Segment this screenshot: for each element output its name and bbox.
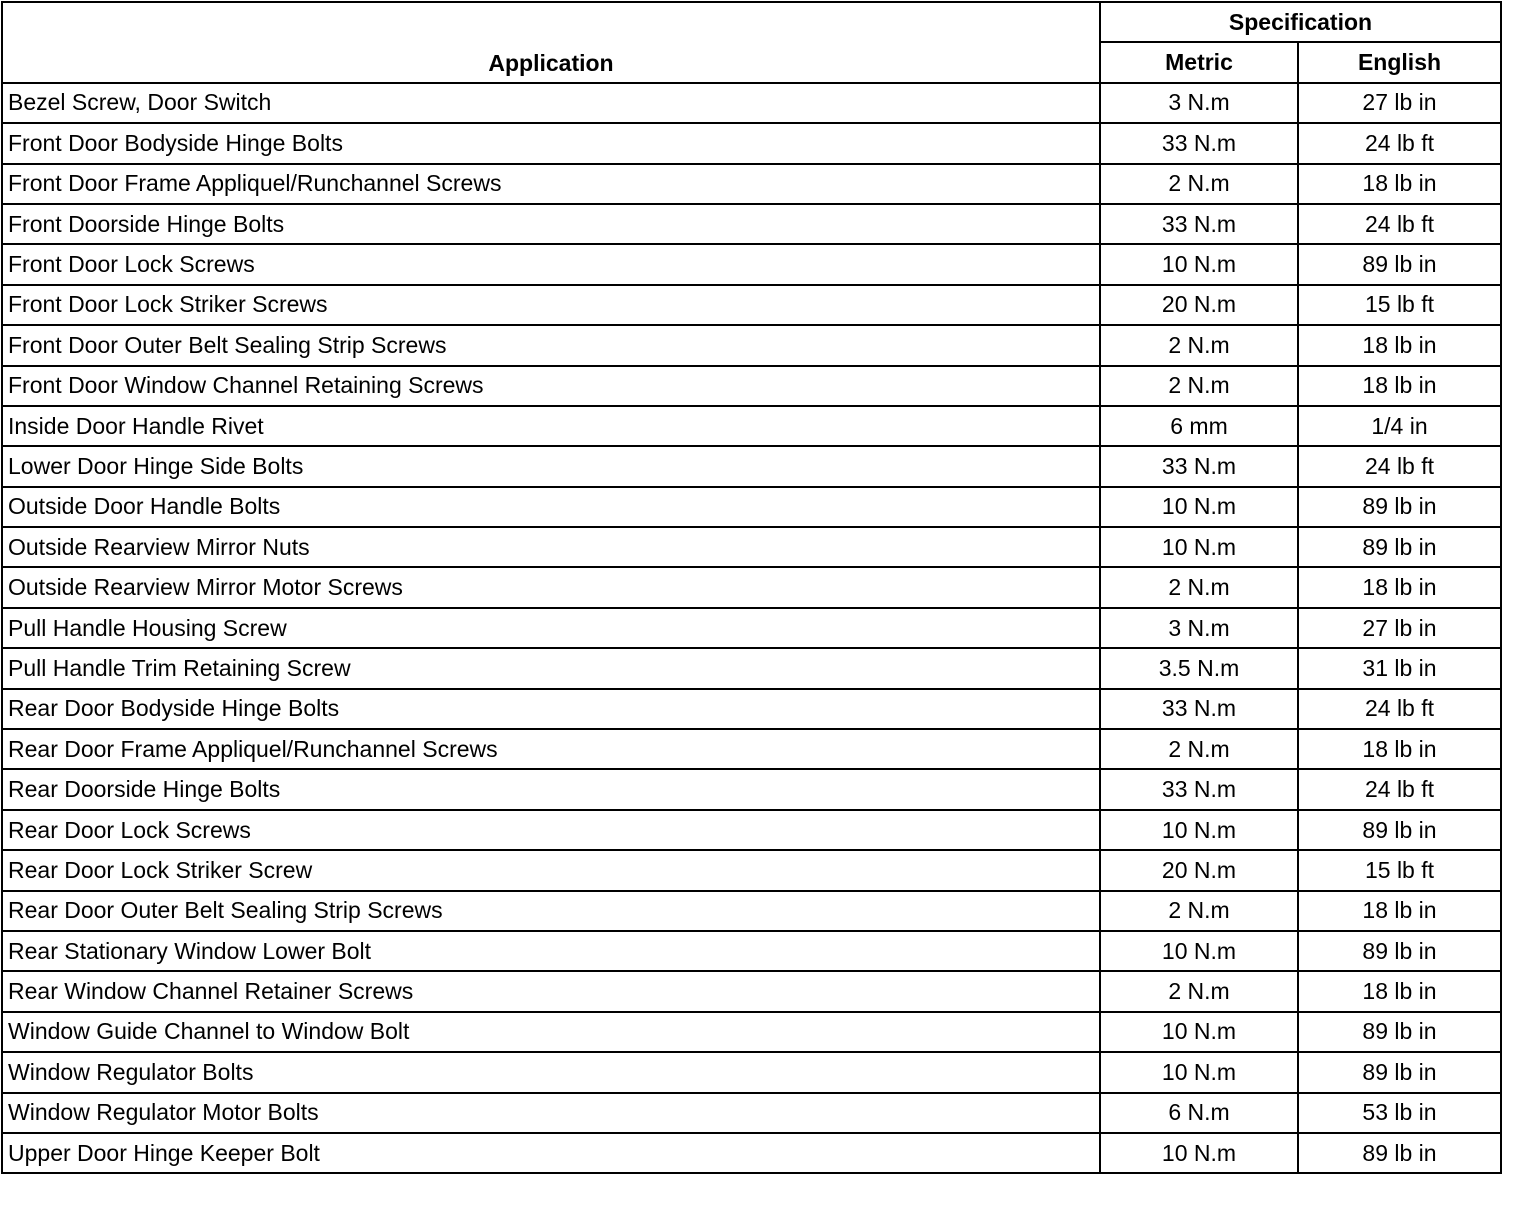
table-row: [2, 83, 1501, 123]
table-row: [2, 729, 1501, 769]
metric-value-cell: 2 N.m: [1100, 729, 1298, 769]
english-value-cell: 24 lb ft: [1298, 689, 1501, 729]
application-cell: Lower Door Hinge Side Bolts: [2, 446, 1100, 486]
english-value-cell: 24 lb ft: [1298, 123, 1501, 163]
english-value-cell: 89 lb in: [1298, 244, 1501, 284]
application-cell: Bezel Screw, Door Switch: [2, 83, 1100, 123]
metric-column-header: Metric: [1100, 42, 1298, 82]
application-cell: Pull Handle Housing Screw: [2, 608, 1100, 648]
application-cell: Window Regulator Motor Bolts: [2, 1093, 1100, 1133]
application-cell: Outside Rearview Mirror Nuts: [2, 527, 1100, 567]
application-column-header: Application: [2, 2, 1100, 83]
table-row: [2, 648, 1501, 688]
english-value-cell: 15 lb ft: [1298, 850, 1501, 890]
english-value-cell: 89 lb in: [1298, 810, 1501, 850]
english-value-cell: 89 lb in: [1298, 487, 1501, 527]
table-row: [2, 285, 1501, 325]
table-row: [2, 810, 1501, 850]
application-cell: Upper Door Hinge Keeper Bolt: [2, 1133, 1100, 1173]
metric-value-cell: 3.5 N.m: [1100, 648, 1298, 688]
table-body: [2, 83, 1501, 1174]
table-row: [2, 527, 1501, 567]
english-value-cell: 1/4 in: [1298, 406, 1501, 446]
metric-value-cell: 2 N.m: [1100, 891, 1298, 931]
metric-value-cell: 10 N.m: [1100, 527, 1298, 567]
application-cell: Rear Stationary Window Lower Bolt: [2, 931, 1100, 971]
table-row: [2, 325, 1501, 365]
application-cell: Window Guide Channel to Window Bolt: [2, 1012, 1100, 1052]
application-cell: Rear Door Lock Screws: [2, 810, 1100, 850]
application-cell: Front Door Lock Screws: [2, 244, 1100, 284]
metric-value-cell: 10 N.m: [1100, 810, 1298, 850]
table-row: [2, 446, 1501, 486]
english-value-cell: 89 lb in: [1298, 1012, 1501, 1052]
metric-value-cell: 6 N.m: [1100, 1093, 1298, 1133]
english-value-cell: 24 lb ft: [1298, 446, 1501, 486]
table-row: [2, 244, 1501, 284]
english-value-cell: 18 lb in: [1298, 325, 1501, 365]
metric-value-cell: 33 N.m: [1100, 446, 1298, 486]
application-cell: Rear Doorside Hinge Bolts: [2, 769, 1100, 809]
english-value-cell: 18 lb in: [1298, 366, 1501, 406]
metric-value-cell: 2 N.m: [1100, 325, 1298, 365]
metric-value-cell: 2 N.m: [1100, 164, 1298, 204]
table-row: [2, 204, 1501, 244]
table-row: [2, 769, 1501, 809]
metric-value-cell: 2 N.m: [1100, 567, 1298, 607]
metric-value-cell: 20 N.m: [1100, 285, 1298, 325]
english-value-cell: 27 lb in: [1298, 83, 1501, 123]
metric-value-cell: 10 N.m: [1100, 487, 1298, 527]
application-cell: Inside Door Handle Rivet: [2, 406, 1100, 446]
application-cell: Rear Door Frame Appliquel/Runchannel Screws: [2, 729, 1100, 769]
metric-value-cell: 3 N.m: [1100, 608, 1298, 648]
application-cell: Outside Door Handle Bolts: [2, 487, 1100, 527]
table-row: [2, 608, 1501, 648]
english-value-cell: 15 lb ft: [1298, 285, 1501, 325]
application-cell: Rear Door Bodyside Hinge Bolts: [2, 689, 1100, 729]
english-value-cell: 18 lb in: [1298, 729, 1501, 769]
table-row: [2, 689, 1501, 729]
application-cell: Rear Door Lock Striker Screw: [2, 850, 1100, 890]
metric-value-cell: 33 N.m: [1100, 123, 1298, 163]
table-row: [2, 1052, 1501, 1092]
metric-value-cell: 10 N.m: [1100, 1133, 1298, 1173]
table-row: [2, 164, 1501, 204]
english-value-cell: 18 lb in: [1298, 891, 1501, 931]
metric-value-cell: 33 N.m: [1100, 769, 1298, 809]
application-cell: Outside Rearview Mirror Motor Screws: [2, 567, 1100, 607]
table-row: [2, 406, 1501, 446]
english-value-cell: 18 lb in: [1298, 567, 1501, 607]
table-row: [2, 123, 1501, 163]
application-cell: Front Door Lock Striker Screws: [2, 285, 1100, 325]
application-cell: Window Regulator Bolts: [2, 1052, 1100, 1092]
metric-value-cell: 2 N.m: [1100, 971, 1298, 1011]
table-row: [2, 1133, 1501, 1173]
english-value-cell: 89 lb in: [1298, 1133, 1501, 1173]
english-value-cell: 89 lb in: [1298, 527, 1501, 567]
metric-value-cell: 20 N.m: [1100, 850, 1298, 890]
table-row: [2, 931, 1501, 971]
metric-value-cell: 2 N.m: [1100, 366, 1298, 406]
application-cell: Front Door Bodyside Hinge Bolts: [2, 123, 1100, 163]
table-row: [2, 891, 1501, 931]
metric-value-cell: 33 N.m: [1100, 204, 1298, 244]
specification-group-header: Specification: [1100, 2, 1501, 42]
english-value-cell: 89 lb in: [1298, 931, 1501, 971]
metric-value-cell: 10 N.m: [1100, 931, 1298, 971]
header-row-top: [2, 2, 1501, 42]
table-row: [2, 850, 1501, 890]
english-value-cell: 24 lb ft: [1298, 204, 1501, 244]
english-value-cell: 53 lb in: [1298, 1093, 1501, 1133]
table-row: [2, 567, 1501, 607]
metric-value-cell: 10 N.m: [1100, 244, 1298, 284]
metric-value-cell: 10 N.m: [1100, 1052, 1298, 1092]
metric-value-cell: 6 mm: [1100, 406, 1298, 446]
application-cell: Front Door Outer Belt Sealing Strip Screws: [2, 325, 1100, 365]
table-row: [2, 366, 1501, 406]
table-row: [2, 971, 1501, 1011]
table-row: [2, 487, 1501, 527]
english-value-cell: 24 lb ft: [1298, 769, 1501, 809]
table-header: [2, 2, 1501, 83]
application-cell: Rear Door Outer Belt Sealing Strip Screws: [2, 891, 1100, 931]
metric-value-cell: 33 N.m: [1100, 689, 1298, 729]
english-value-cell: 27 lb in: [1298, 608, 1501, 648]
english-value-cell: 31 lb in: [1298, 648, 1501, 688]
application-cell: Pull Handle Trim Retaining Screw: [2, 648, 1100, 688]
application-cell: Rear Window Channel Retainer Screws: [2, 971, 1100, 1011]
application-cell: Front Doorside Hinge Bolts: [2, 204, 1100, 244]
english-value-cell: 18 lb in: [1298, 164, 1501, 204]
table-row: [2, 1093, 1501, 1133]
english-column-header: English: [1298, 42, 1501, 82]
application-cell: Front Door Window Channel Retaining Screws: [2, 366, 1100, 406]
english-value-cell: 18 lb in: [1298, 971, 1501, 1011]
metric-value-cell: 10 N.m: [1100, 1012, 1298, 1052]
torque-spec-table: [1, 1, 1502, 1174]
english-value-cell: 89 lb in: [1298, 1052, 1501, 1092]
table-row: [2, 1012, 1501, 1052]
application-cell: Front Door Frame Appliquel/Runchannel Screws: [2, 164, 1100, 204]
metric-value-cell: 3 N.m: [1100, 83, 1298, 123]
